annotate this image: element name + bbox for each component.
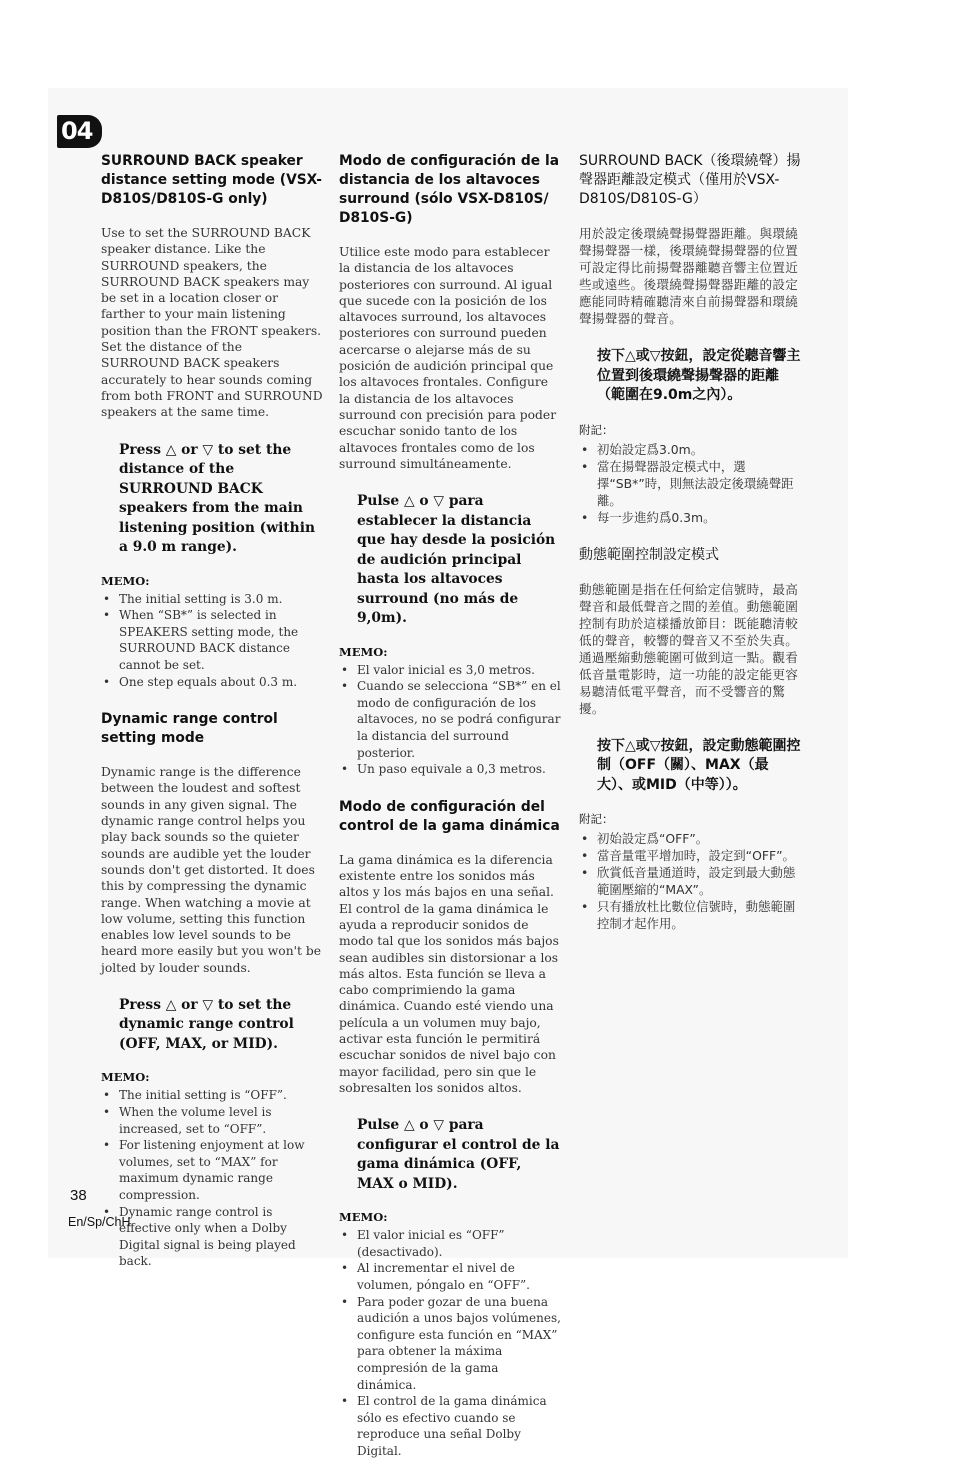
memo-item: • 每一步進約爲0.3m。: [579, 509, 801, 526]
dynamic-range-title: 動態範圍控制設定模式: [579, 546, 719, 563]
surround-back-body: Utilice este modo para establecer la distancia de los altavoces posteriores con surround. Al igual que sucede con la posición de los altavoces surround, los altavoces posteriores con surround pueden acercarse o alejarse más de su posición de audición principal que los altavoces frontales. Configure la distancia de los altavoces surround con precisión para poder escuchar sonido tanto de los altavoces frontales como de los surround simultáneamente.: [339, 245, 557, 471]
surround-back-step: 按下△或▽按鈕，設定從聽音響主位置到後環繞聲揚聲器的距離（範圍在9.0m之內）。: [597, 348, 801, 403]
language-code: En/Sp/ChH: [68, 1215, 131, 1229]
memo-item: • 初始設定爲3.0m。: [579, 441, 801, 458]
memo-item: • One step equals about 0.3 m.: [101, 674, 324, 691]
memo-item: • When “SB*” is selected in SPEAKERS setting mode, the SURROUND BACK distance cannot be set.: [101, 607, 324, 673]
memo-item: • El valor inicial es “OFF” (desactivado).: [339, 1227, 561, 1260]
memo-heading: MEMO:: [339, 644, 388, 659]
memo-list: [101, 1087, 324, 1270]
memo-heading: MEMO:: [101, 573, 150, 588]
memo-item: • Dynamic range control is effective only when a Dolby Digital signal is being played back.: [101, 1204, 324, 1270]
memo-list: [579, 830, 801, 932]
memo-item: • El valor inicial es 3,0 metros.: [339, 662, 561, 679]
dynamic-range-step: Pulse △ o ▽ para configurar el control de la gama dinámica (OFF, MAX o MID).: [357, 1117, 560, 1192]
dynamic-range-title: Modo de configuración del control de la gama dinámica: [339, 798, 560, 834]
chapter-tab: 04: [57, 115, 102, 148]
memo-item: • Para poder gozar de una buena audición a unos bajos volúmenes, configure esta función en “MAX” para obtener la máxima compresión de la gama dinámica.: [339, 1294, 561, 1394]
memo-list: [339, 1227, 561, 1459]
memo-list: [339, 662, 561, 778]
surround-back-body: 用於設定後環繞聲揚聲器距離。與環繞聲揚聲器一樣，後環繞聲揚聲器的位置可設定得比前揚聲器離聽音響主位置近些或遠些。後環繞聲揚聲器距離的設定應能同時精確聽清來自前揚聲器和環繞聲揚聲器的聲音。: [579, 226, 799, 326]
memo-item: • The initial setting is 3.0 m.: [101, 591, 324, 608]
page-number: 38: [70, 1187, 87, 1204]
surround-back-body: Use to set the SURROUND BACK speaker distance. Like the SURROUND speakers, the SURROUND BACK speakers may be set in a location closer or farther to your main listening position than the FRONT speakers. Set the distance of the SURROUND BACK speakers accurately to hear sounds coming from both FRONT and SURROUND speakers at the same time.: [101, 226, 323, 420]
memo-item: • 欣賞低音量通道時，設定到最大動態範圍壓縮的“MAX”。: [579, 864, 801, 898]
english-column: [101, 152, 324, 1290]
memo-item: • 當在揚聲器設定模式中，選擇“SB*”時，則無法設定後環繞聲距離。: [579, 458, 801, 509]
spanish-column: [339, 152, 561, 1480]
memo-list: [579, 441, 801, 526]
dynamic-range-body: 動態範圍是指在任何給定信號時，最高聲音和最低聲音之間的差值。動態範圍控制有助於這樣播放節目：既能聽清較低的聲音，較響的聲音又不至於失真。通過壓縮動態範圍可做到這一點。觀看低音量電影時，這一功能的設定能更容易聽清低電平聲音，而不受響音的驚擾。: [579, 581, 799, 716]
memo-item: • 只有播放杜比數位信號時，動態範圍控制才起作用。: [579, 898, 801, 932]
chinese-column: [579, 152, 801, 952]
memo-heading: 附記：: [579, 422, 614, 437]
surround-back-title: SURROUND BACK（後環繞聲）揚聲器距離設定模式（僅用於VSX-D810S/D810S-G）: [579, 153, 801, 207]
surround-back-step: Press △ or ▽ to set the distance of the SURROUND BACK speakers from the main listening position (within a 9.0 m range).: [119, 441, 315, 556]
memo-item: • When the volume level is increased, set to “OFF”.: [101, 1104, 324, 1137]
dynamic-range-title: Dynamic range control setting mode: [101, 711, 278, 747]
memo-item: • For listening enjoyment at low volumes, set to “MAX” for maximum dynamic range compression.: [101, 1137, 324, 1203]
memo-item: • Un paso equivale a 0,3 metros.: [339, 761, 561, 778]
memo-item: • 初始設定爲“OFF”。: [579, 830, 801, 847]
surround-back-step: Pulse △ o ▽ para establecer la distancia que hay desde la posición de audición principal hasta los altavoces surround (no más de 9,0m).: [357, 493, 556, 627]
memo-heading: 附記：: [579, 812, 614, 826]
memo-item: • El control de la gama dinámica sólo es efectivo cuando se reproduce una señal Dolby Digital.: [339, 1393, 561, 1459]
dynamic-range-step: Press △ or ▽ to set the dynamic range control (OFF, MAX, or MID).: [119, 996, 294, 1052]
memo-heading: MEMO:: [339, 1210, 388, 1225]
memo-item: • Al incrementar el nivel de volumen, póngalo en “OFF”.: [339, 1260, 561, 1293]
surround-back-title: Modo de configuración de la distancia de los altavoces surround (sólo VSX-D810S/ D810S-G): [339, 153, 560, 226]
dynamic-range-body: Dynamic range is the difference between the loudest and softest sounds in any given signal. The dynamic range control helps you play back sounds so the quieter sounds are audible yet the louder sounds don't get distorted. It does this by compressing the dynamic range. When watching a movie at low volume, setting this function enables low level sounds to be heard more easily but you won't be jolted by louder sounds.: [101, 765, 322, 975]
memo-list: [101, 591, 324, 691]
surround-back-title: SURROUND BACK speaker distance setting mode (VSX-D810S/D810S-G only): [101, 153, 322, 207]
dynamic-range-body: La gama dinámica es la diferencia existente entre los sonidos más altos y los más bajos en una señal. El control de la gama dinámica le ayuda a reproducir sonidos de modo tal que los sonidos más bajos sean audibles sin distorsionar a los más altos. Esta función se lleva a cabo comprimiendo la gama dinámica. Cuando esté viendo una película a un volumen muy bajo, activar esta función le permitirá escuchar sonidos de nivel bajo con mayor facilidad, pero sin que le sobresalten los sonidos altos.: [339, 852, 559, 1095]
dynamic-range-step: 按下△或▽按鈕，設定動態範圍控制（OFF（關）、MAX（最大）、或MID（中等））。: [597, 737, 801, 793]
memo-item: • The initial setting is “OFF”.: [101, 1087, 324, 1104]
memo-heading: MEMO:: [101, 1070, 150, 1085]
memo-item: • Cuando se selecciona “SB*” en el modo de configuración de los altavoces, no se podrá configurar la distancia del surround posterior.: [339, 678, 561, 761]
memo-item: • 當音量電平增加時，設定到“OFF”。: [579, 847, 801, 864]
